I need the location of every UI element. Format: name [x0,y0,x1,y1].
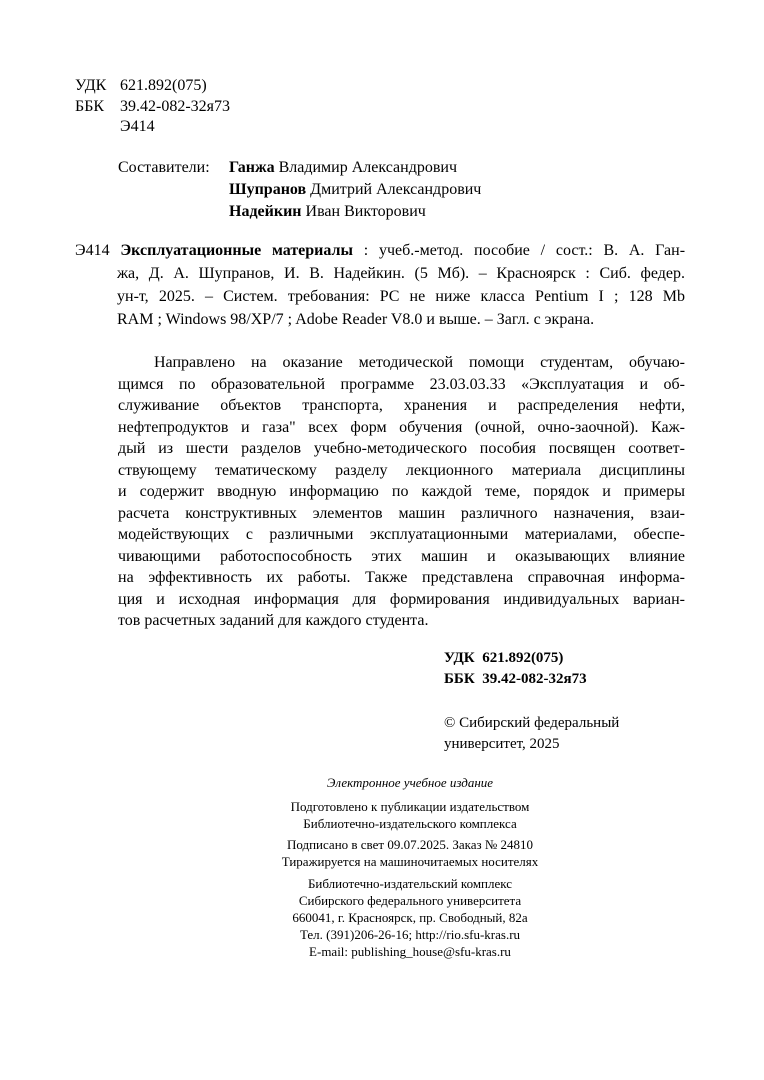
copyright-notice [444,713,619,755]
copyright-line: университет, 2025 [444,736,560,752]
abstract-line: модействующих с различными эксплуатационными материалами, обеспе- [118,526,685,543]
compiler-surname: Ганжа [229,159,275,176]
udk-label: УДК [75,77,107,94]
entry-line [75,239,685,262]
abstract-line: расчета конструктивных элементов машин различного назначения, взаи- [118,504,685,522]
bbk-value: 39.42-082-32я73 [120,97,231,115]
udk-code: УДК 621.892(075) [444,650,564,666]
imprint-line: Тел. (391)206-26-16; http://rio.sfu-kras.ru [299,927,521,942]
author-mark: Э414 [120,118,155,135]
abstract-line: на эффективность их работы. Также представлена справочная информа- [118,569,685,586]
compiler-surname: Шупранов [229,181,307,198]
compiler-given-name: Иван Викторович [305,203,426,220]
bbk-code: ББК 39.42-082-32я73 [444,671,587,687]
edition-type: Электронное учебное издание [326,775,494,790]
entry-line: ун-т, 2025. – Систем. требования: PC не ниже класса Pentium I ; 128 Mb [117,288,685,305]
entry-line: жа, Д. А. Шупранов, И. В. Надейкин. (5 Мб). – Красноярск : Сиб. федер. [117,265,685,282]
abstract-line: ствующему тематическому разделу лекционного материала дисциплины [118,461,685,479]
abstract-line: Направлено на оказание методической помощи студентам, обучаю- [154,354,685,371]
imprint-line: Сибирского федерального университета [298,893,522,908]
compiler-surname: Надейкин [229,203,302,220]
classification-codes-repeat [444,648,587,690]
entry-line-1-rest: : учеб.-метод. пособие / сост.: В. А. Ган- [363,242,686,259]
release-note [200,836,620,870]
publisher-note [200,798,620,832]
udk-row [75,76,230,97]
udk-value: 621.892(075) [120,77,207,94]
compiler-row [118,157,481,179]
entry-line: RAM ; Windows 98/XP/7 ; Adobe Reader V8.0 и выше. – Загл. с экрана. [117,311,595,328]
compiler-row [118,201,481,223]
bibliographic-entry [75,239,685,331]
compiler-given-name: Владимир Александрович [278,159,458,176]
imprint-line: E-mail: publishing_house@sfu-kras.ru [309,944,511,959]
abstract-line: щимся по образовательной программе 23.03.03.33 «Эксплуатация и об- [118,375,685,393]
imprint-line: 660041, г. Красноярск, пр. Свободный, 82а [292,910,528,925]
bbk-label: ББК [75,97,105,115]
compilers-label: Составители: [118,159,210,176]
copyright-line: © Сибирский федеральный [444,715,620,731]
imprint-line: Тиражируется на машиночитаемых носителях [281,854,539,869]
imprint-line: Подписано в свет 09.07.2025. Заказ № 24810 [286,837,534,852]
abstract-line: нефтепродуктов и газа" всех форм обучения (очной, очно-заочной). Каж- [118,418,685,436]
compilers-block [118,157,481,223]
abstract-line: чивающими работоспособность этих машин и оказывающих влияние [118,547,685,565]
entry-title: Эксплуатационные материалы [120,242,354,259]
abstract-line: ция и исходная информация для формирования индивидуальных вариан- [118,590,685,608]
abstract-line: и содержит вводную информацию по каждой теме, порядок и примеры [118,483,685,500]
abstract-line: тов расчетных заданий для каждого студента. [118,612,429,629]
bbk-row [75,97,230,118]
entry-mark: Э414 [75,242,110,259]
imprint-line: Библиотечно-издательского комплекса [303,816,517,831]
imprint-line: Подготовлено к публикации издательством [290,799,530,814]
abstract-line: служивание объектов транспорта, хранения и распределения нефти, [118,397,685,414]
compiler-row [118,179,481,201]
imprint-line: Библиотечно-издательский комплекс [307,876,513,891]
classification-codes [75,76,230,138]
abstract-paragraph [118,352,685,632]
compiler-given-name: Дмитрий Александрович [310,181,482,198]
abstract-line: дый из шести разделов учебно-методического пособия посвящен соответ- [118,440,685,457]
author-mark-row [75,117,230,138]
publisher-contacts [200,875,620,960]
